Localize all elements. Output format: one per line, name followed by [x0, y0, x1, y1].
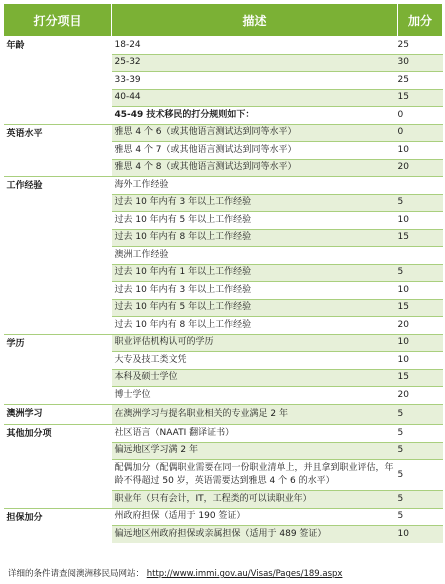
category-cell: 英语水平 [4, 124, 112, 177]
score-cell: 10 [398, 142, 443, 160]
score-cell: 5 [398, 460, 443, 491]
score-cell: 20 [398, 387, 443, 405]
description-cell: 33-39 [112, 72, 398, 90]
score-cell: 20 [398, 317, 443, 335]
header-category: 打分项目 [4, 4, 112, 37]
table-header [4, 4, 443, 37]
footer-note [8, 567, 342, 579]
score-cell: 10 [398, 282, 443, 300]
score-cell: 5 [398, 264, 443, 282]
description-cell: 职业年（只有会计，IT，工程类的可以读职业年） [112, 491, 398, 509]
description-cell: 25-32 [112, 54, 398, 72]
description-cell: 澳洲工作经验 [112, 247, 398, 265]
score-cell: 0 [398, 124, 443, 142]
header-description: 描述 [112, 4, 398, 37]
description-cell: 海外工作经验 [112, 177, 398, 195]
description-cell: 社区语言（NAATI 翻译证书） [112, 425, 398, 443]
category-cell: 年龄 [4, 37, 112, 125]
score-cell: 30 [398, 54, 443, 72]
score-cell: 0 [398, 107, 443, 125]
description-cell: 过去 10 年内有 3 年以上工作经验 [112, 194, 398, 212]
score-cell: 5 [398, 194, 443, 212]
score-cell: 10 [398, 352, 443, 370]
score-cell: 5 [398, 404, 443, 425]
description-cell: 过去 10 年内有 8 年以上工作经验 [112, 317, 398, 335]
score-cell: 15 [398, 89, 443, 107]
immi-link[interactable]: http://www.immi.gov.au/Visas/Pages/189.aspx [146, 569, 343, 579]
description-cell: 大专及技工类文凭 [112, 352, 398, 370]
score-cell [398, 247, 443, 265]
score-cell: 15 [398, 299, 443, 317]
score-cell: 25 [398, 72, 443, 90]
table-row [4, 37, 443, 55]
category-cell: 担保加分 [4, 508, 112, 543]
description-cell: 在澳洲学习与提名职业相关的专业满足 2 年 [112, 404, 398, 425]
description-cell: 过去 10 年内有 1 年以上工作经验 [112, 264, 398, 282]
score-cell: 5 [398, 508, 443, 526]
score-cell: 10 [398, 334, 443, 352]
score-cell: 5 [398, 425, 443, 443]
description-cell: 雅思 4 个 6（或其他语言测试达到同等水平） [112, 124, 398, 142]
description-cell: 配偶加分（配偶职业需要在同一份职业清单上，并且拿到职业评估，年龄不得超过 50 岁，英语需要达到雅思 4 个 6 的水平） [112, 460, 398, 491]
header-score: 加分 [398, 4, 443, 37]
description-cell: 博士学位 [112, 387, 398, 405]
description-cell: 职业评估机构认可的学历 [112, 334, 398, 352]
category-cell: 其他加分项 [4, 425, 112, 509]
description-cell: 40-44 [112, 89, 398, 107]
category-cell: 工作经验 [4, 177, 112, 335]
score-cell: 5 [398, 442, 443, 460]
description-cell: 雅思 4 个 8（或其他语言测试达到同等水平） [112, 159, 398, 177]
table-row [4, 124, 443, 142]
footer-text: 详细的条件请查阅澳洲移民局网站： [8, 569, 145, 579]
description-cell: 本科及硕士学位 [112, 369, 398, 387]
score-cell: 10 [398, 212, 443, 230]
table-row [4, 508, 443, 526]
category-cell: 澳洲学习 [4, 404, 112, 425]
score-cell: 10 [398, 526, 443, 543]
description-cell: 过去 10 年内有 5 年以上工作经验 [112, 299, 398, 317]
description-cell: 偏远地区州政府担保或亲属担保（适用于 489 签证） [112, 526, 398, 543]
description-cell: 州政府担保（适用于 190 签证） [112, 508, 398, 526]
table-row [4, 404, 443, 425]
description-cell: 雅思 4 个 7（或其他语言测试达到同等水平） [112, 142, 398, 160]
description-cell: 过去 10 年内有 8 年以上工作经验 [112, 229, 398, 247]
description-cell: 18-24 [112, 37, 398, 55]
score-cell: 25 [398, 37, 443, 55]
description-cell: 偏远地区学习满 2 年 [112, 442, 398, 460]
table-row [4, 334, 443, 352]
table-row [4, 177, 443, 195]
description-cell: 45-49 技术移民的打分规则如下： [112, 107, 398, 125]
score-cell: 5 [398, 491, 443, 509]
table-body [4, 37, 443, 543]
table-row [4, 425, 443, 443]
description-cell: 过去 10 年内有 3 年以上工作经验 [112, 282, 398, 300]
category-cell: 学历 [4, 334, 112, 404]
score-cell: 15 [398, 229, 443, 247]
points-table [3, 3, 443, 543]
score-cell [398, 177, 443, 195]
description-cell: 过去 10 年内有 5 年以上工作经验 [112, 212, 398, 230]
score-cell: 20 [398, 159, 443, 177]
score-cell: 15 [398, 369, 443, 387]
